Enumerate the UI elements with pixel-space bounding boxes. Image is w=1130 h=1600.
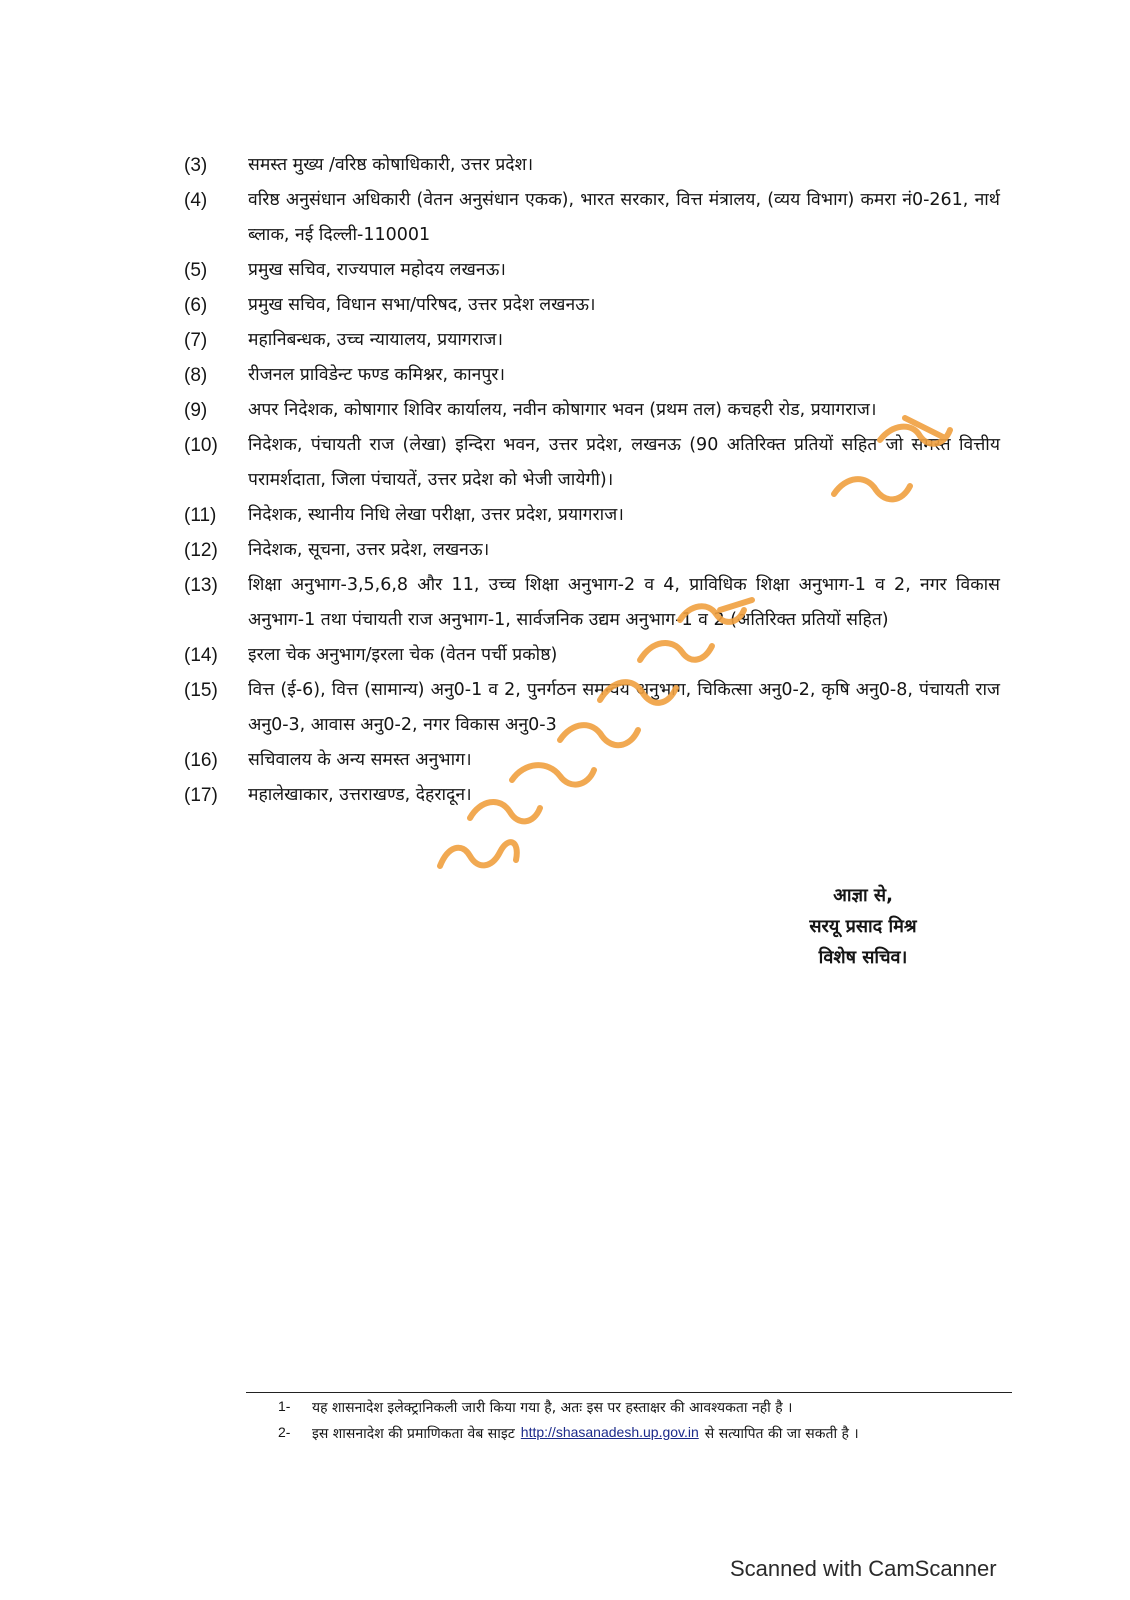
item-number: (11): [184, 505, 217, 526]
item-number: (9): [184, 400, 208, 421]
footer-note-text: से सत्यापित की जा सकती है ।: [704, 1426, 859, 1442]
item-number: (12): [184, 540, 218, 561]
list-item: [184, 183, 1000, 253]
item-number: (8): [184, 365, 208, 386]
list-item: [184, 638, 1000, 673]
footer-note-1: [278, 1398, 1038, 1417]
item-text: अपर निदेशक, कोषागार शिविर कार्यालय, नवीन कोषागार भवन (प्रथम तल) कचहरी रोड, प्रयागराज।: [248, 400, 877, 420]
item-number: (5): [184, 260, 208, 281]
signature-name: सरयू प्रसाद मिश्र: [809, 916, 917, 937]
list-item: [184, 778, 1000, 813]
recipient-list: [184, 148, 1000, 813]
item-number: (17): [184, 785, 218, 806]
footer-note-number: 2-: [278, 1424, 291, 1440]
list-item: [184, 148, 1000, 183]
signature-block: [778, 880, 948, 973]
item-text: निदेशक, स्थानीय निधि लेखा परीक्षा, उत्तर प्रदेश, प्रयागराज।: [248, 505, 624, 525]
footer-note-text: यह शासनादेश इलेक्ट्रानिकली जारी किया गया है, अतः इस पर हस्ताक्षर की आवश्यकता नही है ।: [312, 1400, 793, 1416]
item-text: वरिष्ठ अनुसंधान अधिकारी (वेतन अनुसंधान एकक), भारत सरकार, वित्त मंत्रालय, (व्यय विभाग) कमरा नं0-261, नार्थ ब्लाक, नई दिल्ली-110001: [248, 190, 1000, 245]
item-text: इरला चेक अनुभाग/इरला चेक (वेतन पर्ची प्रकोष्ठ): [248, 645, 558, 665]
list-item: [184, 288, 1000, 323]
list-item: [184, 253, 1000, 288]
list-item: [184, 533, 1000, 568]
footer-note-number: 1-: [278, 1398, 291, 1414]
item-number: (3): [184, 155, 208, 176]
signature-designation: विशेष सचिव।: [818, 947, 908, 968]
footer-note-2: [278, 1424, 1038, 1443]
item-number: (6): [184, 295, 208, 316]
scanner-label: Scanned with CamScanner: [730, 1556, 997, 1581]
item-number: (13): [184, 575, 218, 596]
item-text: निदेशक, सूचना, उत्तर प्रदेश, लखनऊ।: [248, 540, 490, 560]
item-number: (15): [184, 680, 218, 701]
list-item: [184, 428, 1000, 498]
list-item: [184, 393, 1000, 428]
list-item: [184, 743, 1000, 778]
list-item: [184, 358, 1000, 393]
list-item: [184, 323, 1000, 358]
item-text: निदेशक, पंचायती राज (लेखा) इन्दिरा भवन, उत्तर प्रदेश, लखनऊ (90 अतिरिक्त प्रतियों सहित जो समस्त वित्तीय परामर्शदाता, जिला पंचायतें, उत्तर प्रदेश को भेजी जायेगी)।: [248, 435, 1000, 490]
signature-line-order: आज्ञा से,: [833, 885, 893, 906]
footer-note-text: इस शासनादेश की प्रमाणिकता वेब साइट: [312, 1426, 515, 1442]
item-text: वित्त (ई-6), वित्त (सामान्य) अनु0-1 व 2, पुनर्गठन समन्वय अनुभाग, चिकित्सा अनु0-2, कृषि अनु0-8, पंचायती राज अनु0-3, आवास अनु0-2, नगर विकास अनु0-3: [248, 680, 1000, 735]
list-item: [184, 568, 1000, 638]
item-text: प्रमुख सचिव, राज्यपाल महोदय लखनऊ।: [248, 260, 506, 280]
list-item: [184, 673, 1000, 743]
item-text: महानिबन्धक, उच्च न्यायालय, प्रयागराज।: [248, 330, 504, 350]
item-text: रीजनल प्राविडेन्ट फण्ड कमिश्नर, कानपुर।: [248, 365, 506, 385]
item-text: समस्त मुख्य /वरिष्ठ कोषाधिकारी, उत्तर प्रदेश।: [248, 155, 534, 175]
footer-divider: [246, 1392, 1012, 1393]
verification-link[interactable]: http://shasanadesh.up.gov.in: [520, 1424, 699, 1440]
list-item: [184, 498, 1000, 533]
item-text: सचिवालय के अन्य समस्त अनुभाग।: [248, 750, 472, 770]
item-number: (14): [184, 645, 218, 666]
item-number: (4): [184, 190, 208, 211]
item-text: शिक्षा अनुभाग-3,5,6,8 और 11, उच्च शिक्षा अनुभाग-2 व 4, प्राविधिक शिक्षा अनुभाग-1 व 2, नगर विकास अनुभाग-1 तथा पंचायती राज अनुभाग-1, सार्वजनिक उद्यम अनुभाग-1 व 2 (अतिरिक्त प्रतियों सहित): [248, 575, 1000, 630]
item-text: महालेखाकार, उत्तराखण्ड, देहरादून।: [248, 785, 472, 805]
item-number: (7): [184, 330, 208, 351]
item-text: प्रमुख सचिव, विधान सभा/परिषद, उत्तर प्रदेश लखनऊ।: [248, 295, 596, 315]
item-number: (16): [184, 750, 218, 771]
item-number: (10): [184, 435, 218, 456]
